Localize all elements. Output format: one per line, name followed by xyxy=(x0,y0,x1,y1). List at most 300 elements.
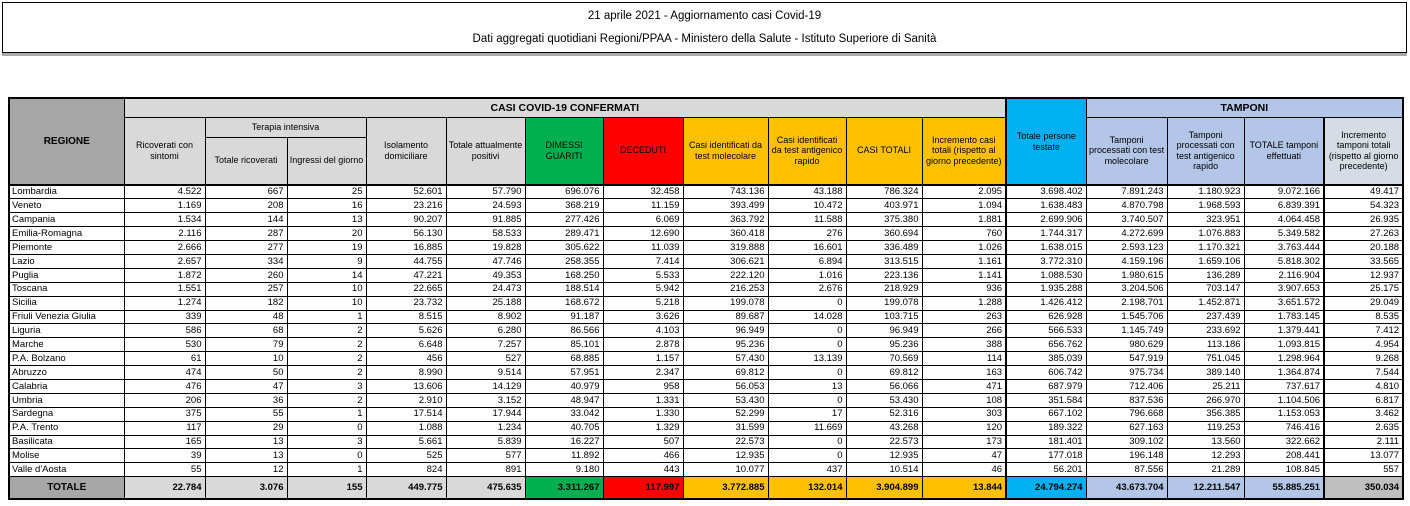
column-header-totale-tamponi-effettuati: TOTALE tamponi effettuati xyxy=(1244,117,1324,185)
cell-tamponi-test-antigenico-rapido: 1.452.871 xyxy=(1167,296,1244,310)
cell-casi-totali: 223.136 xyxy=(846,268,922,282)
cell-isolamento-domiciliare: 52.601 xyxy=(366,185,446,199)
cell-casi-totali: 22.573 xyxy=(846,435,922,449)
column-header-ingressi-del-giorno: Ingressi del giorno xyxy=(287,137,366,185)
cell-totale-persone-testate: 1.935.288 xyxy=(1006,282,1086,296)
cell-tamponi-test-molecolare: 1.980.615 xyxy=(1086,268,1167,282)
cell-dimessi-guariti: 33.042 xyxy=(525,407,603,421)
cell-tamponi-test-antigenico-rapido: 21.289 xyxy=(1167,463,1244,477)
cell-tamponi-test-antigenico-rapido: 136.289 xyxy=(1167,268,1244,282)
cell-totale-persone-testate: 1.744.317 xyxy=(1006,227,1086,241)
table-row xyxy=(9,393,1403,407)
cell-casi-totali: 199.078 xyxy=(846,296,922,310)
cell-totale-attualmente-positivi: 577 xyxy=(446,449,525,463)
cell-deceduti: 32.458 xyxy=(603,185,683,199)
cell-tamponi-test-molecolare: 1.145.749 xyxy=(1086,324,1167,338)
cell-casi-test-antigenico-rapido: 0 xyxy=(768,338,846,352)
cell-totale-tamponi-effettuati: 1.093.815 xyxy=(1244,338,1324,352)
column-header-regione: REGIONE xyxy=(9,98,124,185)
cell-tamponi-test-antigenico-rapido: 323.951 xyxy=(1167,213,1244,227)
cell-deceduti: 1.157 xyxy=(603,352,683,366)
cell-incremento-casi-totali: 1.094 xyxy=(922,199,1006,213)
covid-table xyxy=(8,97,1404,500)
cell-casi-test-molecolare: 57.430 xyxy=(683,352,768,366)
cell-ricoverati-con-sintomi: 1.872 xyxy=(124,268,205,282)
cell-casi-test-molecolare: 319.888 xyxy=(683,241,768,255)
cell-totale-persone-testate: 2.699.906 xyxy=(1006,213,1086,227)
cell-incremento-tamponi-totali: 557 xyxy=(1324,463,1403,477)
cell-tamponi-test-antigenico-rapido: 1.968.593 xyxy=(1167,199,1244,213)
cell-terapia-totale-ricoverati: 68 xyxy=(205,324,287,338)
cell-casi-totali: 103.715 xyxy=(846,310,922,324)
cell-casi-totali: 69.812 xyxy=(846,366,922,380)
cell-casi-test-antigenico-rapido: 0 xyxy=(768,393,846,407)
cell-dimessi-guariti: 48.947 xyxy=(525,393,603,407)
total-cell-tamponi-test-molecolare: 43.673.704 xyxy=(1086,477,1167,499)
cell-casi-totali: 313.515 xyxy=(846,254,922,268)
cell-dimessi-guariti: 68.885 xyxy=(525,352,603,366)
cell-terapia-totale-ricoverati: 47 xyxy=(205,379,287,393)
cell-totale-persone-testate: 606.742 xyxy=(1006,366,1086,380)
cell-incremento-tamponi-totali: 8.535 xyxy=(1324,310,1403,324)
cell-totale-attualmente-positivi: 527 xyxy=(446,352,525,366)
cell-terapia-ingressi-del-giorno: 2 xyxy=(287,324,366,338)
total-cell-dimessi-guariti: 3.311.267 xyxy=(525,477,603,499)
cell-deceduti: 1.331 xyxy=(603,393,683,407)
cell-totale-persone-testate: 3.772.310 xyxy=(1006,254,1086,268)
title-box xyxy=(2,2,1407,53)
cell-totale-tamponi-effettuati: 1.379.441 xyxy=(1244,324,1324,338)
cell-totale-attualmente-positivi: 47.746 xyxy=(446,254,525,268)
column-header-casi-totali: CASI TOTALI xyxy=(846,117,922,185)
cell-incremento-casi-totali: 760 xyxy=(922,227,1006,241)
cell-casi-test-molecolare: 10.077 xyxy=(683,463,768,477)
cell-tamponi-test-antigenico-rapido: 233.692 xyxy=(1167,324,1244,338)
cell-totale-attualmente-positivi: 24.473 xyxy=(446,282,525,296)
cell-ricoverati-con-sintomi: 1.551 xyxy=(124,282,205,296)
cell-totale-tamponi-effettuati: 6.839.391 xyxy=(1244,199,1324,213)
cell-incremento-casi-totali: 303 xyxy=(922,407,1006,421)
cell-casi-test-molecolare: 56.053 xyxy=(683,379,768,393)
cell-dimessi-guariti: 86.566 xyxy=(525,324,603,338)
cell-totale-tamponi-effettuati: 1.153.053 xyxy=(1244,407,1324,421)
cell-isolamento-domiciliare: 23.216 xyxy=(366,199,446,213)
cell-terapia-ingressi-del-giorno: 0 xyxy=(287,421,366,435)
cell-deceduti: 7.414 xyxy=(603,254,683,268)
cell-casi-test-molecolare: 199.078 xyxy=(683,296,768,310)
table-row xyxy=(9,268,1403,282)
cell-deceduti: 4.103 xyxy=(603,324,683,338)
cell-dimessi-guariti: 168.250 xyxy=(525,268,603,282)
cell-terapia-ingressi-del-giorno: 2 xyxy=(287,366,366,380)
region-name: Calabria xyxy=(9,379,124,393)
cell-totale-attualmente-positivi: 9.514 xyxy=(446,366,525,380)
cell-terapia-ingressi-del-giorno: 25 xyxy=(287,185,366,199)
cell-tamponi-test-molecolare: 975.734 xyxy=(1086,366,1167,380)
cell-tamponi-test-antigenico-rapido: 389.140 xyxy=(1167,366,1244,380)
cell-totale-tamponi-effettuati: 746.416 xyxy=(1244,421,1324,435)
table-footer xyxy=(9,477,1403,499)
total-cell-terapia-ingressi-del-giorno: 155 xyxy=(287,477,366,499)
cell-isolamento-domiciliare: 47.221 xyxy=(366,268,446,282)
cell-casi-test-antigenico-rapido: 276 xyxy=(768,227,846,241)
column-header-tamponi-test-antigenico: Tamponi processati con test antigenico rapido xyxy=(1167,117,1244,185)
cell-dimessi-guariti: 40.705 xyxy=(525,421,603,435)
cell-terapia-totale-ricoverati: 13 xyxy=(205,435,287,449)
cell-terapia-ingressi-del-giorno: 1 xyxy=(287,310,366,324)
cell-casi-test-antigenico-rapido: 0 xyxy=(768,324,846,338)
table-row xyxy=(9,421,1403,435)
cell-incremento-casi-totali: 388 xyxy=(922,338,1006,352)
cell-casi-test-antigenico-rapido: 11.669 xyxy=(768,421,846,435)
cell-terapia-ingressi-del-giorno: 16 xyxy=(287,199,366,213)
cell-casi-test-molecolare: 95.236 xyxy=(683,338,768,352)
cell-totale-attualmente-positivi: 49.353 xyxy=(446,268,525,282)
cell-casi-test-molecolare: 31.599 xyxy=(683,421,768,435)
cell-totale-tamponi-effettuati: 208.441 xyxy=(1244,449,1324,463)
cell-incremento-tamponi-totali: 12.937 xyxy=(1324,268,1403,282)
column-header-tamponi-test-molecolare: Tamponi processati con test molecolare xyxy=(1086,117,1167,185)
cell-dimessi-guariti: 85.101 xyxy=(525,338,603,352)
cell-isolamento-domiciliare: 8.990 xyxy=(366,366,446,380)
cell-casi-test-antigenico-rapido: 2.676 xyxy=(768,282,846,296)
cell-incremento-casi-totali: 46 xyxy=(922,463,1006,477)
cell-tamponi-test-molecolare: 2.593.123 xyxy=(1086,241,1167,255)
cell-incremento-tamponi-totali: 20.188 xyxy=(1324,241,1403,255)
cell-isolamento-domiciliare: 22.665 xyxy=(366,282,446,296)
cell-deceduti: 466 xyxy=(603,449,683,463)
region-name: Piemonte xyxy=(9,241,124,255)
total-cell-deceduti: 117.997 xyxy=(603,477,683,499)
table-row xyxy=(9,366,1403,380)
table-row xyxy=(9,282,1403,296)
cell-incremento-tamponi-totali: 26.935 xyxy=(1324,213,1403,227)
title-line2: Dati aggregati quotidiani Regioni/PPAA - Ministero della Salute - Istituto Superiore di Sanità xyxy=(472,33,937,45)
cell-casi-test-molecolare: 69.812 xyxy=(683,366,768,380)
total-cell-ricoverati-con-sintomi: 22.784 xyxy=(124,477,205,499)
cell-terapia-totale-ricoverati: 287 xyxy=(205,227,287,241)
cell-casi-test-molecolare: 360.418 xyxy=(683,227,768,241)
cell-deceduti: 1.330 xyxy=(603,407,683,421)
cell-incremento-tamponi-totali: 4.954 xyxy=(1324,338,1403,352)
table-row xyxy=(9,379,1403,393)
cell-dimessi-guariti: 696.076 xyxy=(525,185,603,199)
cell-tamponi-test-molecolare: 7.891.243 xyxy=(1086,185,1167,199)
table-row xyxy=(9,449,1403,463)
column-header-isolamento-domiciliare: Isolamento domiciliare xyxy=(366,117,446,185)
cell-casi-test-antigenico-rapido: 6.894 xyxy=(768,254,846,268)
cell-ricoverati-con-sintomi: 4.522 xyxy=(124,185,205,199)
cell-terapia-ingressi-del-giorno: 20 xyxy=(287,227,366,241)
cell-tamponi-test-antigenico-rapido: 113.186 xyxy=(1167,338,1244,352)
cell-isolamento-domiciliare: 13.606 xyxy=(366,379,446,393)
column-header-totale-ricoverati: Totale ricoverati xyxy=(205,137,287,185)
cell-casi-totali: 218.929 xyxy=(846,282,922,296)
cell-totale-attualmente-positivi: 1.234 xyxy=(446,421,525,435)
cell-totale-attualmente-positivi: 25.188 xyxy=(446,296,525,310)
cell-terapia-totale-ricoverati: 144 xyxy=(205,213,287,227)
cell-incremento-casi-totali: 108 xyxy=(922,393,1006,407)
cell-totale-persone-testate: 1.426.412 xyxy=(1006,296,1086,310)
cell-incremento-tamponi-totali: 25.175 xyxy=(1324,282,1403,296)
cell-totale-attualmente-positivi: 91.885 xyxy=(446,213,525,227)
cell-terapia-totale-ricoverati: 277 xyxy=(205,241,287,255)
cell-deceduti: 5.218 xyxy=(603,296,683,310)
cell-ricoverati-con-sintomi: 586 xyxy=(124,324,205,338)
cell-dimessi-guariti: 16.227 xyxy=(525,435,603,449)
title-line1: 21 aprile 2021 - Aggiornamento casi Covid-19 xyxy=(587,10,822,22)
cell-ricoverati-con-sintomi: 117 xyxy=(124,421,205,435)
cell-isolamento-domiciliare: 5.626 xyxy=(366,324,446,338)
cell-ricoverati-con-sintomi: 1.169 xyxy=(124,199,205,213)
cell-totale-tamponi-effettuati: 5.349.582 xyxy=(1244,227,1324,241)
total-cell-terapia-totale-ricoverati: 3.076 xyxy=(205,477,287,499)
column-header-incremento-casi-totali: Incremento casi totali (rispetto al giorno precedente) xyxy=(922,117,1006,185)
cell-dimessi-guariti: 368.219 xyxy=(525,199,603,213)
cell-tamponi-test-antigenico-rapido: 237.439 xyxy=(1167,310,1244,324)
cell-casi-totali: 375.380 xyxy=(846,213,922,227)
cell-incremento-tamponi-totali: 7.544 xyxy=(1324,366,1403,380)
cell-casi-test-molecolare: 306.621 xyxy=(683,254,768,268)
cell-casi-test-molecolare: 743.136 xyxy=(683,185,768,199)
region-name: Friuli Venezia Giulia xyxy=(9,310,124,324)
cell-totale-tamponi-effettuati: 5.818.302 xyxy=(1244,254,1324,268)
region-name: Toscana xyxy=(9,282,124,296)
cell-totale-attualmente-positivi: 24.593 xyxy=(446,199,525,213)
column-header-ricoverati-con-sintomi: Ricoverati con sintomi xyxy=(124,117,205,185)
cell-totale-persone-testate: 566.533 xyxy=(1006,324,1086,338)
cell-casi-totali: 43.268 xyxy=(846,421,922,435)
cell-incremento-tamponi-totali: 7.412 xyxy=(1324,324,1403,338)
cell-incremento-tamponi-totali: 49.417 xyxy=(1324,185,1403,199)
cell-totale-tamponi-effettuati: 3.907.653 xyxy=(1244,282,1324,296)
cell-totale-tamponi-effettuati: 3.651.572 xyxy=(1244,296,1324,310)
cell-terapia-ingressi-del-giorno: 3 xyxy=(287,435,366,449)
cell-dimessi-guariti: 168.672 xyxy=(525,296,603,310)
cell-totale-persone-testate: 687.979 xyxy=(1006,379,1086,393)
cell-casi-test-antigenico-rapido: 0 xyxy=(768,435,846,449)
cell-incremento-tamponi-totali: 2.635 xyxy=(1324,421,1403,435)
cell-tamponi-test-molecolare: 712.406 xyxy=(1086,379,1167,393)
total-label: TOTALE xyxy=(9,477,124,499)
cell-ricoverati-con-sintomi: 474 xyxy=(124,366,205,380)
cell-terapia-ingressi-del-giorno: 19 xyxy=(287,241,366,255)
cell-tamponi-test-molecolare: 4.870.798 xyxy=(1086,199,1167,213)
column-header-dimessi-guariti: DIMESSI GUARITI xyxy=(525,117,603,185)
cell-totale-persone-testate: 181.401 xyxy=(1006,435,1086,449)
cell-totale-tamponi-effettuati: 3.763.444 xyxy=(1244,241,1324,255)
cell-totale-tamponi-effettuati: 9.072.166 xyxy=(1244,185,1324,199)
cell-terapia-ingressi-del-giorno: 9 xyxy=(287,254,366,268)
cell-casi-test-molecolare: 12.935 xyxy=(683,449,768,463)
cell-totale-tamponi-effettuati: 1.104.506 xyxy=(1244,393,1324,407)
cell-terapia-ingressi-del-giorno: 13 xyxy=(287,213,366,227)
cell-casi-totali: 336.489 xyxy=(846,241,922,255)
cell-incremento-tamponi-totali: 2.111 xyxy=(1324,435,1403,449)
cell-tamponi-test-antigenico-rapido: 1.659.106 xyxy=(1167,254,1244,268)
total-cell-totale-attualmente-positivi: 475.635 xyxy=(446,477,525,499)
total-cell-totale-tamponi-effettuati: 55.885.251 xyxy=(1244,477,1324,499)
cell-tamponi-test-molecolare: 4.272.699 xyxy=(1086,227,1167,241)
cell-incremento-tamponi-totali: 3.462 xyxy=(1324,407,1403,421)
cell-casi-totali: 360.694 xyxy=(846,227,922,241)
total-cell-isolamento-domiciliare: 449.775 xyxy=(366,477,446,499)
region-name: Veneto xyxy=(9,199,124,213)
cell-casi-totali: 96.949 xyxy=(846,324,922,338)
cell-totale-attualmente-positivi: 891 xyxy=(446,463,525,477)
cell-casi-test-molecolare: 393.499 xyxy=(683,199,768,213)
cell-totale-persone-testate: 667.102 xyxy=(1006,407,1086,421)
cell-terapia-totale-ricoverati: 257 xyxy=(205,282,287,296)
cell-ricoverati-con-sintomi: 206 xyxy=(124,393,205,407)
cell-isolamento-domiciliare: 44.755 xyxy=(366,254,446,268)
cell-terapia-totale-ricoverati: 50 xyxy=(205,366,287,380)
cell-tamponi-test-molecolare: 547.919 xyxy=(1086,352,1167,366)
cell-tamponi-test-antigenico-rapido: 751.045 xyxy=(1167,352,1244,366)
column-header-casi-test-molecolare: Casi identificati da test molecolare xyxy=(683,117,768,185)
cell-ricoverati-con-sintomi: 339 xyxy=(124,310,205,324)
cell-totale-persone-testate: 656.762 xyxy=(1006,338,1086,352)
cell-incremento-tamponi-totali: 6.817 xyxy=(1324,393,1403,407)
cell-casi-test-antigenico-rapido: 0 xyxy=(768,296,846,310)
region-name: Liguria xyxy=(9,324,124,338)
table-row xyxy=(9,310,1403,324)
cell-isolamento-domiciliare: 16.885 xyxy=(366,241,446,255)
region-name: Sardegna xyxy=(9,407,124,421)
cell-isolamento-domiciliare: 456 xyxy=(366,352,446,366)
cell-terapia-ingressi-del-giorno: 14 xyxy=(287,268,366,282)
cell-tamponi-test-molecolare: 980.629 xyxy=(1086,338,1167,352)
total-cell-casi-test-molecolare: 3.772.885 xyxy=(683,477,768,499)
cell-isolamento-domiciliare: 23.732 xyxy=(366,296,446,310)
cell-deceduti: 958 xyxy=(603,379,683,393)
cell-casi-test-molecolare: 363.792 xyxy=(683,213,768,227)
cell-dimessi-guariti: 277.426 xyxy=(525,213,603,227)
cell-incremento-tamponi-totali: 54.323 xyxy=(1324,199,1403,213)
region-name: Lazio xyxy=(9,254,124,268)
cell-casi-totali: 70.569 xyxy=(846,352,922,366)
cell-totale-persone-testate: 56.201 xyxy=(1006,463,1086,477)
cell-casi-totali: 53.430 xyxy=(846,393,922,407)
cell-tamponi-test-antigenico-rapido: 119.253 xyxy=(1167,421,1244,435)
cell-terapia-ingressi-del-giorno: 2 xyxy=(287,352,366,366)
cell-deceduti: 507 xyxy=(603,435,683,449)
cell-terapia-totale-ricoverati: 182 xyxy=(205,296,287,310)
cell-incremento-tamponi-totali: 9.268 xyxy=(1324,352,1403,366)
region-name: Molise xyxy=(9,449,124,463)
cell-totale-tamponi-effettuati: 2.116.904 xyxy=(1244,268,1324,282)
cell-deceduti: 11.039 xyxy=(603,241,683,255)
cell-dimessi-guariti: 289.471 xyxy=(525,227,603,241)
total-cell-tamponi-test-antigenico-rapido: 12.211.547 xyxy=(1167,477,1244,499)
column-header-casi-test-antigenico: Casi identificati da test antigenico rapido xyxy=(768,117,846,185)
cell-casi-test-antigenico-rapido: 43.188 xyxy=(768,185,846,199)
cell-casi-test-antigenico-rapido: 16.601 xyxy=(768,241,846,255)
cell-incremento-casi-totali: 173 xyxy=(922,435,1006,449)
region-name: Abruzzo xyxy=(9,366,124,380)
table-header xyxy=(9,98,1403,185)
cell-incremento-casi-totali: 2.095 xyxy=(922,185,1006,199)
column-header-incremento-tamponi-totali: Incremento tamponi totali (rispetto al giorno precedente) xyxy=(1324,117,1403,185)
cell-dimessi-guariti: 258.355 xyxy=(525,254,603,268)
total-cell-incremento-casi-totali: 13.844 xyxy=(922,477,1006,499)
cell-tamponi-test-molecolare: 196.148 xyxy=(1086,449,1167,463)
region-name: Marche xyxy=(9,338,124,352)
total-cell-casi-test-antigenico-rapido: 132.014 xyxy=(768,477,846,499)
cell-tamponi-test-molecolare: 796.668 xyxy=(1086,407,1167,421)
cell-totale-persone-testate: 1.638.015 xyxy=(1006,241,1086,255)
cell-ricoverati-con-sintomi: 2.116 xyxy=(124,227,205,241)
cell-totale-persone-testate: 626.928 xyxy=(1006,310,1086,324)
cell-totale-attualmente-positivi: 58.533 xyxy=(446,227,525,241)
table-row xyxy=(9,241,1403,255)
cell-tamponi-test-molecolare: 3.740.507 xyxy=(1086,213,1167,227)
table-row xyxy=(9,254,1403,268)
cell-incremento-casi-totali: 47 xyxy=(922,449,1006,463)
cell-terapia-totale-ricoverati: 48 xyxy=(205,310,287,324)
cell-tamponi-test-antigenico-rapido: 1.180.923 xyxy=(1167,185,1244,199)
cell-totale-attualmente-positivi: 5.839 xyxy=(446,435,525,449)
cell-deceduti: 12.690 xyxy=(603,227,683,241)
cell-terapia-ingressi-del-giorno: 10 xyxy=(287,282,366,296)
cell-incremento-casi-totali: 266 xyxy=(922,324,1006,338)
cell-totale-tamponi-effettuati: 4.064.458 xyxy=(1244,213,1324,227)
cell-totale-attualmente-positivi: 57.790 xyxy=(446,185,525,199)
cell-casi-totali: 786.324 xyxy=(846,185,922,199)
cell-totale-attualmente-positivi: 6.280 xyxy=(446,324,525,338)
cell-totale-persone-testate: 177.018 xyxy=(1006,449,1086,463)
cell-tamponi-test-antigenico-rapido: 1.170.321 xyxy=(1167,241,1244,255)
region-name: Puglia xyxy=(9,268,124,282)
cell-terapia-totale-ricoverati: 667 xyxy=(205,185,287,199)
cell-dimessi-guariti: 91.187 xyxy=(525,310,603,324)
cell-incremento-tamponi-totali: 4.810 xyxy=(1324,379,1403,393)
cell-casi-test-antigenico-rapido: 13 xyxy=(768,379,846,393)
table-row xyxy=(9,213,1403,227)
cell-isolamento-domiciliare: 17.514 xyxy=(366,407,446,421)
cell-tamponi-test-antigenico-rapido: 356.385 xyxy=(1167,407,1244,421)
table-row xyxy=(9,185,1403,199)
total-row xyxy=(9,477,1403,499)
cell-ricoverati-con-sintomi: 476 xyxy=(124,379,205,393)
cell-isolamento-domiciliare: 1.088 xyxy=(366,421,446,435)
total-cell-casi-totali: 3.904.899 xyxy=(846,477,922,499)
cell-casi-test-molecolare: 216.253 xyxy=(683,282,768,296)
cell-totale-tamponi-effettuati: 1.298.964 xyxy=(1244,352,1324,366)
cell-isolamento-domiciliare: 824 xyxy=(366,463,446,477)
table-row xyxy=(9,324,1403,338)
cell-casi-test-antigenico-rapido: 1.016 xyxy=(768,268,846,282)
group-header-terapia-intensiva: Terapia intensiva xyxy=(205,117,366,137)
total-cell-incremento-tamponi-totali: 350.034 xyxy=(1324,477,1403,499)
cell-tamponi-test-molecolare: 3.204.506 xyxy=(1086,282,1167,296)
table-row xyxy=(9,352,1403,366)
cell-casi-test-molecolare: 53.430 xyxy=(683,393,768,407)
cell-deceduti: 443 xyxy=(603,463,683,477)
cell-terapia-totale-ricoverati: 79 xyxy=(205,338,287,352)
cell-isolamento-domiciliare: 90.207 xyxy=(366,213,446,227)
cell-incremento-tamponi-totali: 29.049 xyxy=(1324,296,1403,310)
cell-totale-attualmente-positivi: 7.257 xyxy=(446,338,525,352)
cell-dimessi-guariti: 57.951 xyxy=(525,366,603,380)
group-header-casi-confermati: CASI COVID-19 CONFERMATI xyxy=(124,98,1006,117)
cell-casi-totali: 95.236 xyxy=(846,338,922,352)
cell-deceduti: 3.626 xyxy=(603,310,683,324)
cell-terapia-totale-ricoverati: 55 xyxy=(205,407,287,421)
cell-tamponi-test-molecolare: 627.163 xyxy=(1086,421,1167,435)
cell-deceduti: 2.878 xyxy=(603,338,683,352)
cell-isolamento-domiciliare: 8.515 xyxy=(366,310,446,324)
